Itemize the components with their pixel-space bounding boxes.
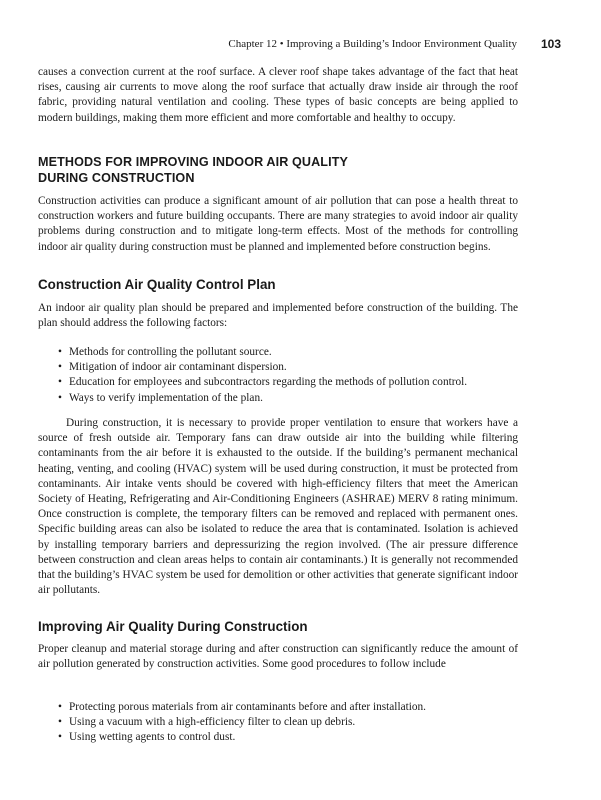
plan-bullet-list [58,345,528,406]
chapter-title: Chapter 12 • Improving a Building’s Indoor Environment Quality [228,38,517,50]
page-number: 103 [540,37,561,51]
section-heading-line-1: METHODS FOR IMPROVING INDOOR AIR QUALITY [38,155,348,169]
list-item: • Using wetting agents to control dust. [58,730,528,745]
bullet-glyph: • [58,391,62,404]
list-item: • Using a vacuum with a high-efficiency filter to clean up debris. [58,715,528,730]
bullet-glyph: • [58,361,62,374]
intro-paragraph: causes a convection current at the roof surface. A clever roof shape takes advantage of the fact that heat rises, causing air currents to move along the roof surface that actually draw inside air through the roof fabric, providing natural ventilation and cooling. These types of basic concepts are being applied to modern buildings, making them more efficient and more comfortable and healthy to occupy. [38,66,518,124]
bullet-glyph: • [58,701,62,713]
section-heading [38,154,348,186]
improving-heading: Improving Air Quality During Construction [38,619,308,634]
running-header [38,38,561,54]
plan-heading: Construction Air Quality Control Plan [38,277,276,292]
list-item: • Mitigation of indoor air contaminant dispersion. [58,360,528,375]
improving-bullet-list [58,700,528,746]
plan-paragraph: An indoor air quality plan should be prepared and implemented before construction of the building. The plan should address the following factors: [38,302,518,330]
list-item: • Education for employees and subcontractors regarding the methods of pollution control. [58,375,528,390]
section-heading-line-2: DURING CONSTRUCTION [38,171,195,185]
section-paragraph: Construction activities can produce a significant amount of air pollution that can pose a health threat to construction workers and future building occupants. There are many strategies to avoid indoor air quality problems during construction and to mitigate long-term effects. Most of the methods for controlling indoor air quality during construction must be planned and implemented before construction begins. [38,195,518,253]
list-item: • Protecting porous materials from air contaminants before and after installation. [58,700,528,715]
bullet-glyph: • [58,731,62,744]
bullet-glyph: • [58,716,62,729]
list-item: • Methods for controlling the pollutant source. [58,345,528,360]
list-item: • Ways to verify implementation of the plan. [58,391,528,406]
ventilation-paragraph: During construction, it is necessary to provide proper ventilation to ensure that workers have a source of fresh outside air. Temporary fans can draw outside air into the building while filtering contaminants from the air before it is exhausted to the outside. If the building’s permanent mechanical heating, venting, and cooling (HVAC) system will be used during construction, it must be protected from contaminants. Air intake vents should be covered with high-efficiency filters that meet the American Society of Heating, Refrigerating and Air-Conditioning Engineers (ASHRAE) MERV 8 rating minimum. Once construction is complete, the temporary filters can be removed and replaced with permanent ones. Specific building areas can also be isolated to reduce the area that is contaminated. Isolation is achieved by installing temporary barriers and depressurizing the region involved. (The air pressure difference between construction and clean areas helps to contain air contaminants.) It is generally not recommended that the building’s HVAC system be used for demolition or other activities that generate significant indoor air pollutants. [38,417,518,597]
bullet-glyph: • [58,346,62,358]
improving-paragraph: Proper cleanup and material storage during and after construction can significantly reduce the amount of air pollution generated by construction activities. Some good procedures to follow include [38,643,518,671]
bullet-glyph: • [58,376,62,389]
